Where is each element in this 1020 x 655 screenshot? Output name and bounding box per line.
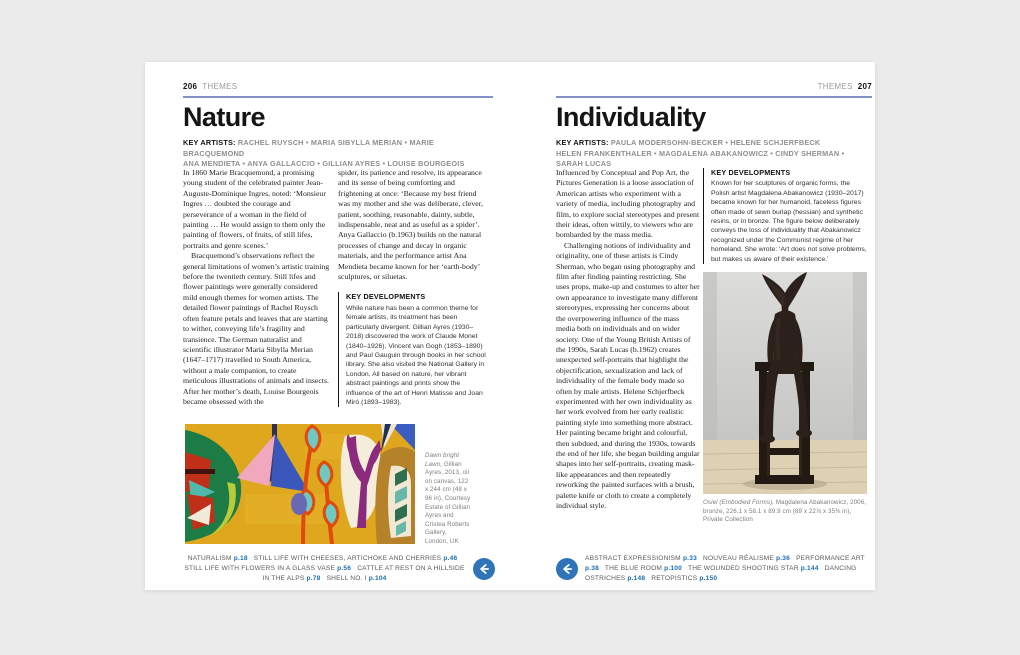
- back-arrow-icon: [473, 558, 495, 580]
- footer-link: THE WOUNDED SHOOTING STAR p.144: [687, 565, 819, 572]
- key-developments-box: [703, 168, 869, 264]
- body-paragraph: Bracquemond’s observations reflect the general limitations of women’s artistic training before the twentieth century. Still lifes and flower paintings were generally considered mild enough themes for women artists. The detailed flower paintings of Rachel Ruysch often feature petals and leaves that are starting to wither, conveying life’s fragility and transience. The German naturalist and scientific illustrator Maria Sibylla Merian (1647–1717) travelled to South America, without a male companion, to create meticulous illustrations of animals and insects. After her mother’s death, Louise Bourgeois became obsessed with the: [183, 251, 330, 406]
- bronze-sculpture-art: [703, 272, 867, 494]
- book-spread: [145, 62, 875, 590]
- caption-details: Magdalena Abakanowicz, 2006, bronze, 226.1 x 58.1 x 89.9 cm (89 x 22⅞ x 35⅜ in), Private Collection: [703, 499, 867, 524]
- body-paragraph: Influenced by Conceptual and Pop Art, the Pictures Generation is a loose association of American artists who experiment with a variety of media, including photography and film, to explore social stereotypes and present their ideas, often wittily, to viewers who are bombarded by the mass media.: [556, 168, 700, 240]
- right-page-title: Individuality: [556, 102, 706, 132]
- body-paragraph: spider, its patience and resolve, its appearance and its sense of being comforting and frightening at once: ‘Because my best friend was my mother and she was deliberate, clever, patient, soothing, reasonable, dainty, subtle, indispensable, neat and as useful as a spider’. Anya Gallaccio (b.1963) builds on the natural processes of change and decay in organic materials, and the performance artist Ana Mendieta became known for her ‘earth-body’ sculptures, or siluetas.: [338, 168, 483, 282]
- footer-link: NOUVEAU RÉALISME p.36: [702, 555, 791, 562]
- key-artists-line2: HELEN FRANKENTHALER • MAGDALENA ABAKANOWICZ • CINDY SHERMAN • SARAH LUCAS: [556, 148, 845, 169]
- right-body-column-1: [556, 168, 700, 511]
- key-artists-label: KEY ARTISTS:: [183, 138, 236, 147]
- key-artists-line1: PAULA MODERSOHN-BECKER • HELENE SCHJERFBECK: [610, 138, 821, 147]
- left-page-number: 206: [183, 82, 198, 91]
- key-developments-heading: KEY DEVELOPMENTS: [711, 168, 791, 177]
- footer-link: DANCING OSTRICHES p.148: [585, 565, 857, 582]
- right-figure-caption: [703, 499, 869, 525]
- right-page-number: 207: [857, 82, 872, 91]
- right-key-artists: [556, 138, 872, 170]
- painting-image: [185, 424, 415, 544]
- footer-link: PERFORMANCE ART p.38: [585, 555, 865, 572]
- right-footer-nav: [556, 554, 872, 584]
- right-page-header: [556, 82, 872, 98]
- left-page-title: Nature: [183, 102, 265, 132]
- left-footer-nav: [183, 554, 495, 584]
- right-body-column-2: [703, 168, 869, 525]
- left-body-column-1: [183, 168, 331, 407]
- footer-link: CATTLE AT REST ON A HILLSIDE IN THE ALPS p.78: [262, 565, 465, 582]
- key-developments-text: While nature has been a common theme for female artists, its treatment has been particularly divergent. Gillian Ayres (1930–2018) discovered the work of Claude Monet (1840–1926), Vincent van Gogh (1853–1890) and Paul Gauguin through books in her school library. She also visited the National Gallery in London. All based on nature, her vibrant abstract paintings and prints show the influence of the art of Henri Matisse and Joan Miró (1893–1983).: [346, 304, 486, 406]
- footer-link: RETOPISTICS p.150: [651, 575, 718, 582]
- footer-link: STILL LIFE WITH CHEESES, ARTICHOKE AND CHERRIES p.46: [253, 555, 458, 562]
- right-section-label: THEMES: [817, 82, 853, 91]
- left-body-column-2: [338, 168, 488, 407]
- footer-link: ABSTRACT EXPRESSIONISM p.33: [585, 555, 697, 562]
- left-footer-links: [183, 554, 466, 584]
- key-artists-line2: ANA MENDIETA • ANYA GALLACCIO • GILLIAN AYRES • LOUISE BOURGEOIS: [183, 159, 465, 169]
- left-key-artists: [183, 138, 495, 170]
- footer-link: THE BLUE ROOM p.100: [604, 565, 683, 572]
- key-developments-box: [338, 292, 488, 407]
- caption-artwork-title: Osiel (Embodied Forms),: [703, 499, 775, 507]
- caption-artwork-title: Dawn bright Lawn,: [425, 452, 460, 468]
- footer-link: SHELL NO. I p.104: [326, 575, 387, 582]
- key-developments-text: Known for her sculptures of organic forms, the Polish artist Magdalena Abakanowicz (1930–2017) became known for her humanoid, faceless figures often made of sewn burlap (hessian) and synthetic resins, or in bronze. The figure below deliberately conveys the loss of individuality that Abakanowicz recognized under the Communist regime of her homeland. She wrote: ‘Art does not solve problems, but makes us aware of their existence.’: [711, 180, 867, 263]
- back-arrow-icon: [556, 558, 578, 580]
- right-footer-links: [585, 554, 872, 584]
- key-artists-line1: RACHEL RUYSCH • MARIA SIBYLLA MERIAN • MARIE BRACQUEMOND: [183, 138, 434, 158]
- footer-link: STILL LIFE WITH FLOWERS IN A GLASS VASE p.56: [184, 565, 352, 572]
- footer-link: NATURALISM p.18: [187, 555, 248, 562]
- left-section-label: THEMES: [202, 82, 238, 91]
- sculpture-photo: [703, 272, 867, 494]
- body-paragraph: Challenging notions of individuality and originality, one of these artists is Cindy Sherman, who began using photography and film after finding painting restricting. She uses props, make-up and costumes to alter her own appearance to investigate many different stereotypes, expressing her concerns about the overpowering influence of the mass media both on individuals and on wider society. One of the Young British Artists of the 1990s, Sarah Lucas (b.1962) creates unexpected self-portraits that highlight the objectification, sexualization and lack of individuality of the female body made so often by male artists. Helene Schjerfbeck experimented with her own individuality as her work evolved from her early realistic painting style into something more abstract. Her painting became bright and colourful, then subdued, and during the 1930s, towards the end of her life, she began building angular shapes into her self-portraits, creating mask-like appearances and then repeatedly reworking the painted surfaces with a brush, palette knife or cloth to create a completely individual style.: [556, 240, 700, 510]
- body-paragraph: In 1860 Marie Bracquemond, a promising young student of the celebrated painter Jean-Auguste-Dominique Ingres, noted: ‘Monsieur Ingres … doubted the courage and perseverance of a woman in the field of painting … He would assign to them only the painting of flowers, of fruits, of still lifes, portraits and genre scenes.’: [183, 168, 326, 250]
- key-artists-label: KEY ARTISTS:: [556, 138, 609, 147]
- caption-details: Gillian Ayres, 2013, oil on canvas, 122 x 244 cm (48 x 96 in), Courtesy Estate of Gillian Ayres and Cristea Roberts Gallery, London, UK: [425, 460, 471, 545]
- abstract-painting-art: [185, 424, 415, 544]
- left-figure-caption: [425, 452, 471, 547]
- left-page-header: [183, 82, 493, 98]
- key-developments-heading: KEY DEVELOPMENTS: [346, 292, 426, 302]
